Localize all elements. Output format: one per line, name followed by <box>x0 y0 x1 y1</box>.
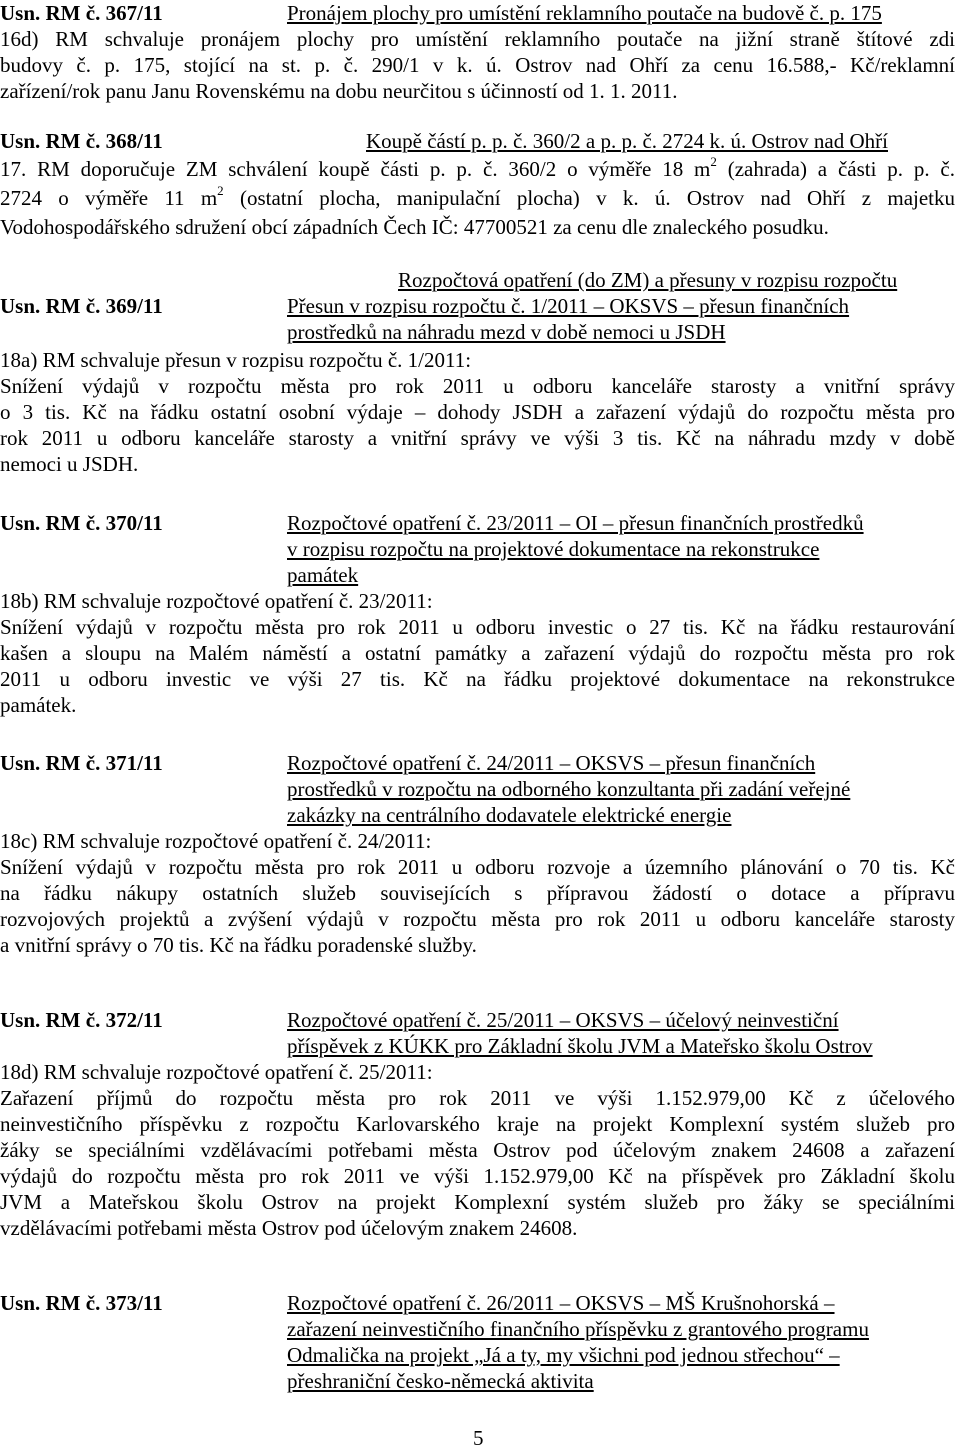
paragraph-line: budovy č. p. 175, stojící na st. p. č. 290/1 v k. ú. Ostrov nad Ohří za cenu 16.588,- Kč/reklamní <box>0 53 955 77</box>
resolution-title: Koupě částí p. p. č. 360/2 a p. p. č. 2724 k. ú. Ostrov nad Ohří <box>366 129 888 153</box>
paragraph-line: kašen a sloupu na Malém náměstí a ostatní památky a zařazení výdajů do rozpočtu města pro rok <box>0 641 955 665</box>
resolution-title: Rozpočtové opatření č. 26/2011 – OKSVS – MŠ Krušnohorská – <box>287 1291 835 1315</box>
resolution-title: Odmalička na projekt „Já a ty, my všichni pod jednou střechou“ – <box>287 1343 840 1367</box>
resolution-title: Přesun v rozpisu rozpočtu č. 1/2011 – OKSVS – přesun finančních <box>287 294 850 318</box>
resolution-title: zakázky na centrálního dodavatele elektrické energie <box>287 803 732 827</box>
paragraph-line: na řádku nákupy ostatních služeb souvisejících s přípravou žádostí o dotace a přípravu <box>0 881 955 905</box>
paragraph-line: 2011 u odboru investic ve výši 27 tis. Kč na řádku projektové dokumentace na rekonstrukce <box>0 667 955 691</box>
resolution-title: příspěvek z KÚKK pro Základní školu JVM a Mateřsko školu Ostrov <box>287 1034 873 1058</box>
resolution-number: Usn. RM č. 369/11 <box>0 294 163 318</box>
paragraph-line: Snížení výdajů v rozpočtu města pro rok 2011 u odboru investic o 27 tis. Kč na řádku restaurování <box>0 615 955 639</box>
paragraph-line: neinvestičního příspěvku z rozpočtu Karlovarského kraje na projekt Komplexní systém služeb pro <box>0 1112 955 1136</box>
paragraph-line: 2724 o výměře 11 $m^2$ (ostatní plocha, manipulační plocha) v k. ú. Ostrov nad Ohří z majetku <box>0 183 956 210</box>
paragraph-line: žáky se speciálními vzdělávacími potřebami města Ostrov pod účelovým znakem 24608 a zařazení <box>0 1138 955 1162</box>
resolution-title: Rozpočtové opatření č. 24/2011 – OKSVS – přesun finančních <box>287 751 816 775</box>
paragraph-line: vzdělávacími potřebami města Ostrov pod účelovým znakem 24608. <box>0 1216 578 1240</box>
resolution-title: prostředků v rozpočtu na odborného konzultanta při zadání veřejné <box>287 777 851 801</box>
paragraph-line: Zařazení příjmů do rozpočtu města pro rok 2011 ve výši 1.152.979,00 Kč z účelového <box>0 1086 955 1110</box>
paragraph-line: 18a) RM schvaluje přesun v rozpisu rozpočtu č. 1/2011: <box>0 348 472 372</box>
paragraph-line: nemoci u JSDH. <box>0 452 139 476</box>
resolution-number: Usn. RM č. 372/11 <box>0 1008 163 1032</box>
paragraph-line: 18c) RM schvaluje rozpočtové opatření č. 24/2011: <box>0 829 432 853</box>
resolution-title: Pronájem plochy pro umístění reklamního poutače na budově č. p. 175 <box>287 1 882 25</box>
page-number: 5 <box>473 1426 484 1450</box>
resolution-title: zařazení neinvestičního finančního příspěvku z grantového programu <box>287 1317 869 1341</box>
resolution-title: v rozpisu rozpočtu na projektové dokumentace na rekonstrukce <box>287 537 820 561</box>
paragraph-line: 16d) RM schvaluje pronájem plochy pro umístění reklamního poutače na jižní straně štítové zdi <box>0 27 955 51</box>
paragraph-line: o 3 tis. Kč na řádku ostatní osobní výdaje – dohody JSDH a zařazení výdajů do rozpočtu města pro <box>0 400 955 424</box>
section-heading: Rozpočtová opatření (do ZM) a přesuny v rozpisu rozpočtu <box>398 268 898 292</box>
resolution-number: Usn. RM č. 367/11 <box>0 1 163 25</box>
resolution-title: Rozpočtové opatření č. 25/2011 – OKSVS – účelový neinvestiční <box>287 1008 839 1032</box>
paragraph-line: rozvojových projektů a zvýšení výdajů v rozpočtu města pro rok 2011 u odboru kanceláře starosty <box>0 907 955 931</box>
resolution-title: přeshraniční česko-německá aktivita <box>287 1369 594 1393</box>
resolution-title: Rozpočtové opatření č. 23/2011 – OI – přesun finančních prostředků <box>287 511 864 535</box>
paragraph-line: Snížení výdajů v rozpočtu města pro rok 2011 u odboru kanceláře starosty a vnitřní správy <box>0 374 955 398</box>
paragraph-line: 17. RM doporučuje ZM schválení koupě části p. p. č. 360/2 o výměře 18 $m^2$ (zahrada) a části p. p. č. <box>0 154 956 181</box>
resolution-number: Usn. RM č. 370/11 <box>0 511 163 535</box>
paragraph-line: JVM a Mateřskou školu Ostrov na projekt Komplexní systém služeb pro žáky se speciálními <box>0 1190 955 1214</box>
resolution-number: Usn. RM č. 371/11 <box>0 751 163 775</box>
resolution-number: Usn. RM č. 368/11 <box>0 129 163 153</box>
paragraph-line: Vodohospodářského sdružení obcí západních Čech IČ: 47700521 za cenu dle znaleckého posudku. <box>0 215 829 239</box>
paragraph-line: rok 2011 u odboru kanceláře starosty a vnitřní správy ve výši 3 tis. Kč na náhradu mzdy v době <box>0 426 955 450</box>
paragraph-line: 18d) RM schvaluje rozpočtové opatření č. 25/2011: <box>0 1060 433 1084</box>
paragraph-line: 18b) RM schvaluje rozpočtové opatření č. 23/2011: <box>0 589 433 613</box>
paragraph-line: památek. <box>0 693 77 717</box>
paragraph-line: a vnitřní správy o 70 tis. Kč na řádku poradenské služby. <box>0 933 477 957</box>
paragraph-line: výdajů do rozpočtu města pro rok 2011 ve výši 1.152.979,00 Kč na příspěvek pro Základní školu <box>0 1164 955 1188</box>
paragraph-line: Snížení výdajů v rozpočtu města pro rok 2011 u odboru rozvoje a územního plánování o 70 tis. Kč <box>0 855 955 879</box>
paragraph-line: zařízení/rok panu Janu Rovenskému na dobu neurčitou s účinností od 1. 1. 2011. <box>0 79 678 103</box>
resolution-title: prostředků na náhradu mezd v době nemoci u JSDH <box>287 320 726 344</box>
resolution-number: Usn. RM č. 373/11 <box>0 1291 163 1315</box>
resolution-title: památek <box>287 563 359 587</box>
